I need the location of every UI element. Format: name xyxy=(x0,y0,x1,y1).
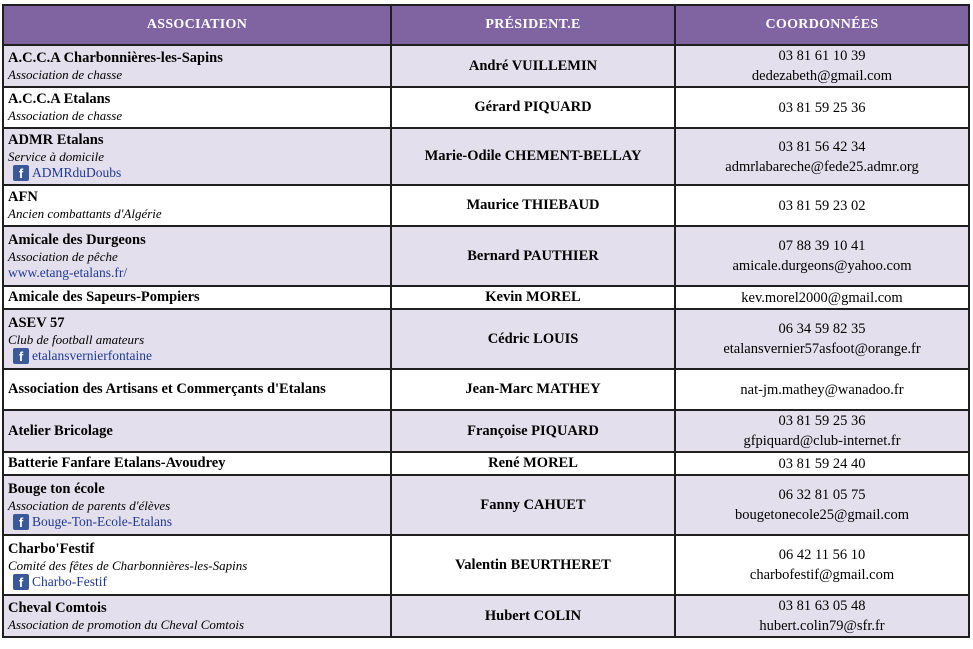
president-name: René MOREL xyxy=(391,452,675,475)
president-name: Françoise PIQUARD xyxy=(391,410,675,452)
contact-cell xyxy=(675,309,969,369)
email-address[interactable]: amicale.durgeons@yahoo.com xyxy=(732,258,912,274)
table-row xyxy=(3,128,969,185)
president-name: Valentin BEURTHERET xyxy=(391,535,675,595)
facebook-icon: f xyxy=(13,574,29,590)
association-cell xyxy=(3,87,391,128)
president-name: Jean-Marc MATHEY xyxy=(391,369,675,410)
association-name: A.C.C.A Charbonnières-les-Sapins xyxy=(8,49,223,66)
association-cell xyxy=(3,369,391,410)
facebook-link[interactable] xyxy=(8,348,386,364)
contact-cell xyxy=(675,128,969,185)
association-cell xyxy=(3,185,391,226)
table-row xyxy=(3,410,969,452)
president-name: Kevin MOREL xyxy=(391,286,675,309)
phone-number: 07 88 39 10 41 xyxy=(778,238,866,254)
association-description: Ancien combattants d'Algérie xyxy=(8,206,162,221)
phone-number: 03 81 56 42 34 xyxy=(778,138,866,155)
association-cell xyxy=(3,535,391,595)
table-row xyxy=(3,309,969,369)
email-address[interactable]: dedezabeth@gmail.com xyxy=(751,68,893,84)
email-address[interactable]: charbofestif@gmail.com xyxy=(749,567,895,583)
phone-number: 03 81 59 25 36 xyxy=(778,99,866,116)
email-address[interactable]: admrlabareche@fede25.admr.org xyxy=(725,158,919,175)
president-name: Gérard PIQUARD xyxy=(391,87,675,128)
associations-table xyxy=(2,4,970,638)
president-name: Hubert COLIN xyxy=(391,595,675,637)
email-address[interactable]: gfpiquard@club-internet.fr xyxy=(743,433,901,449)
contact-cell xyxy=(675,452,969,475)
association-name: Cheval Comtois xyxy=(8,599,107,616)
phone-number: 03 81 61 10 39 xyxy=(778,48,866,64)
email-address[interactable]: hubert.colin79@sfr.fr xyxy=(759,618,885,634)
contact-cell xyxy=(675,475,969,535)
association-description: Association de chasse xyxy=(8,108,123,123)
email-address[interactable]: bougetonecole25@gmail.com xyxy=(734,507,909,523)
contact-cell xyxy=(675,535,969,595)
table-row xyxy=(3,452,969,475)
email-address[interactable]: etalansvernier57asfoot@orange.fr xyxy=(723,341,921,357)
association-cell xyxy=(3,410,391,452)
table-body xyxy=(3,45,969,637)
table-row xyxy=(3,286,969,309)
association-name: ADMR Etalans xyxy=(8,132,104,148)
table-row xyxy=(3,87,969,128)
phone-number: 06 32 81 05 75 xyxy=(778,487,866,503)
phone-number: 03 81 59 23 02 xyxy=(778,197,866,214)
facebook-link[interactable] xyxy=(8,514,386,530)
association-cell xyxy=(3,452,391,475)
association-description: Association de parents d'élèves xyxy=(8,497,171,513)
association-cell xyxy=(3,128,391,185)
facebook-page-name: ADMRduDoubs xyxy=(32,165,122,180)
table-row xyxy=(3,535,969,595)
association-cell xyxy=(3,286,391,309)
association-description: Service à domicile xyxy=(8,149,105,164)
association-name: Bouge ton école xyxy=(8,480,105,497)
table-row xyxy=(3,45,969,87)
phone-number: 03 81 63 05 48 xyxy=(778,598,866,614)
table-row xyxy=(3,185,969,226)
association-name: Association des Artisans et Commerçants d'Etalans xyxy=(8,381,326,397)
contact-cell xyxy=(675,226,969,286)
phone-number: 06 42 11 56 10 xyxy=(778,547,866,563)
facebook-page-name: Bouge-Ton-Ecole-Etalans xyxy=(32,513,173,529)
association-description: Comité des fêtes de Charbonnières-les-Sapins xyxy=(8,557,248,573)
president-name: Bernard PAUTHIER xyxy=(391,226,675,286)
table-row xyxy=(3,226,969,286)
contact-cell xyxy=(675,286,969,309)
association-description: Association de chasse xyxy=(8,66,123,82)
association-name: Charbo'Festif xyxy=(8,540,95,557)
contact-cell xyxy=(675,369,969,410)
facebook-icon: f xyxy=(13,348,29,364)
facebook-page-name: Charbo-Festif xyxy=(32,573,107,589)
phone-number: 03 81 59 25 36 xyxy=(778,413,866,429)
president-name: Maurice THIEBAUD xyxy=(391,185,675,226)
header-association: ASSOCIATION xyxy=(3,5,391,45)
table-row xyxy=(3,595,969,637)
facebook-icon: f xyxy=(13,514,29,530)
website-link[interactable]: www.etang-etalans.fr/ xyxy=(8,264,128,280)
president-name: André VUILLEMIN xyxy=(391,45,675,87)
association-name: Amicale des Durgeons xyxy=(8,231,146,248)
association-name: AFN xyxy=(8,189,38,205)
table-row xyxy=(3,475,969,535)
association-cell xyxy=(3,475,391,535)
association-name: Batterie Fanfare Etalans-Avoudrey xyxy=(8,455,226,471)
header-row xyxy=(3,5,969,45)
association-description: Association de pêche xyxy=(8,248,118,264)
table-row xyxy=(3,369,969,410)
email-address[interactable]: kev.morel2000@gmail.com xyxy=(741,289,903,306)
contact-cell xyxy=(675,45,969,87)
facebook-icon: f xyxy=(13,165,29,181)
association-name: ASEV 57 xyxy=(8,314,65,331)
contact-cell xyxy=(675,185,969,226)
association-cell xyxy=(3,595,391,637)
phone-number: 06 34 59 82 35 xyxy=(778,321,866,337)
association-cell xyxy=(3,45,391,87)
header-president: PRÉSIDENT.E xyxy=(391,5,675,45)
email-address[interactable]: nat-jm.mathey@wanadoo.fr xyxy=(740,381,904,398)
association-name: A.C.C.A Etalans xyxy=(8,91,111,107)
president-name: Marie-Odile CHEMENT-BELLAY xyxy=(391,128,675,185)
association-name: Amicale des Sapeurs-Pompiers xyxy=(8,289,200,305)
contact-cell xyxy=(675,595,969,637)
facebook-link[interactable] xyxy=(8,165,386,181)
header-coordonnees: COORDONNÉES xyxy=(675,5,969,45)
association-cell xyxy=(3,226,391,286)
contact-cell xyxy=(675,87,969,128)
association-name: Atelier Bricolage xyxy=(8,422,113,439)
facebook-page-name: etalansvernierfontaine xyxy=(32,347,152,363)
association-description: Club de football amateurs xyxy=(8,331,145,347)
president-name: Fanny CAHUET xyxy=(391,475,675,535)
president-name: Cédric LOUIS xyxy=(391,309,675,369)
association-cell xyxy=(3,309,391,369)
phone-number: 03 81 59 24 40 xyxy=(778,455,866,472)
facebook-link[interactable] xyxy=(8,574,386,590)
association-description: Association de promotion du Cheval Comtois xyxy=(8,616,245,632)
contact-cell xyxy=(675,410,969,452)
